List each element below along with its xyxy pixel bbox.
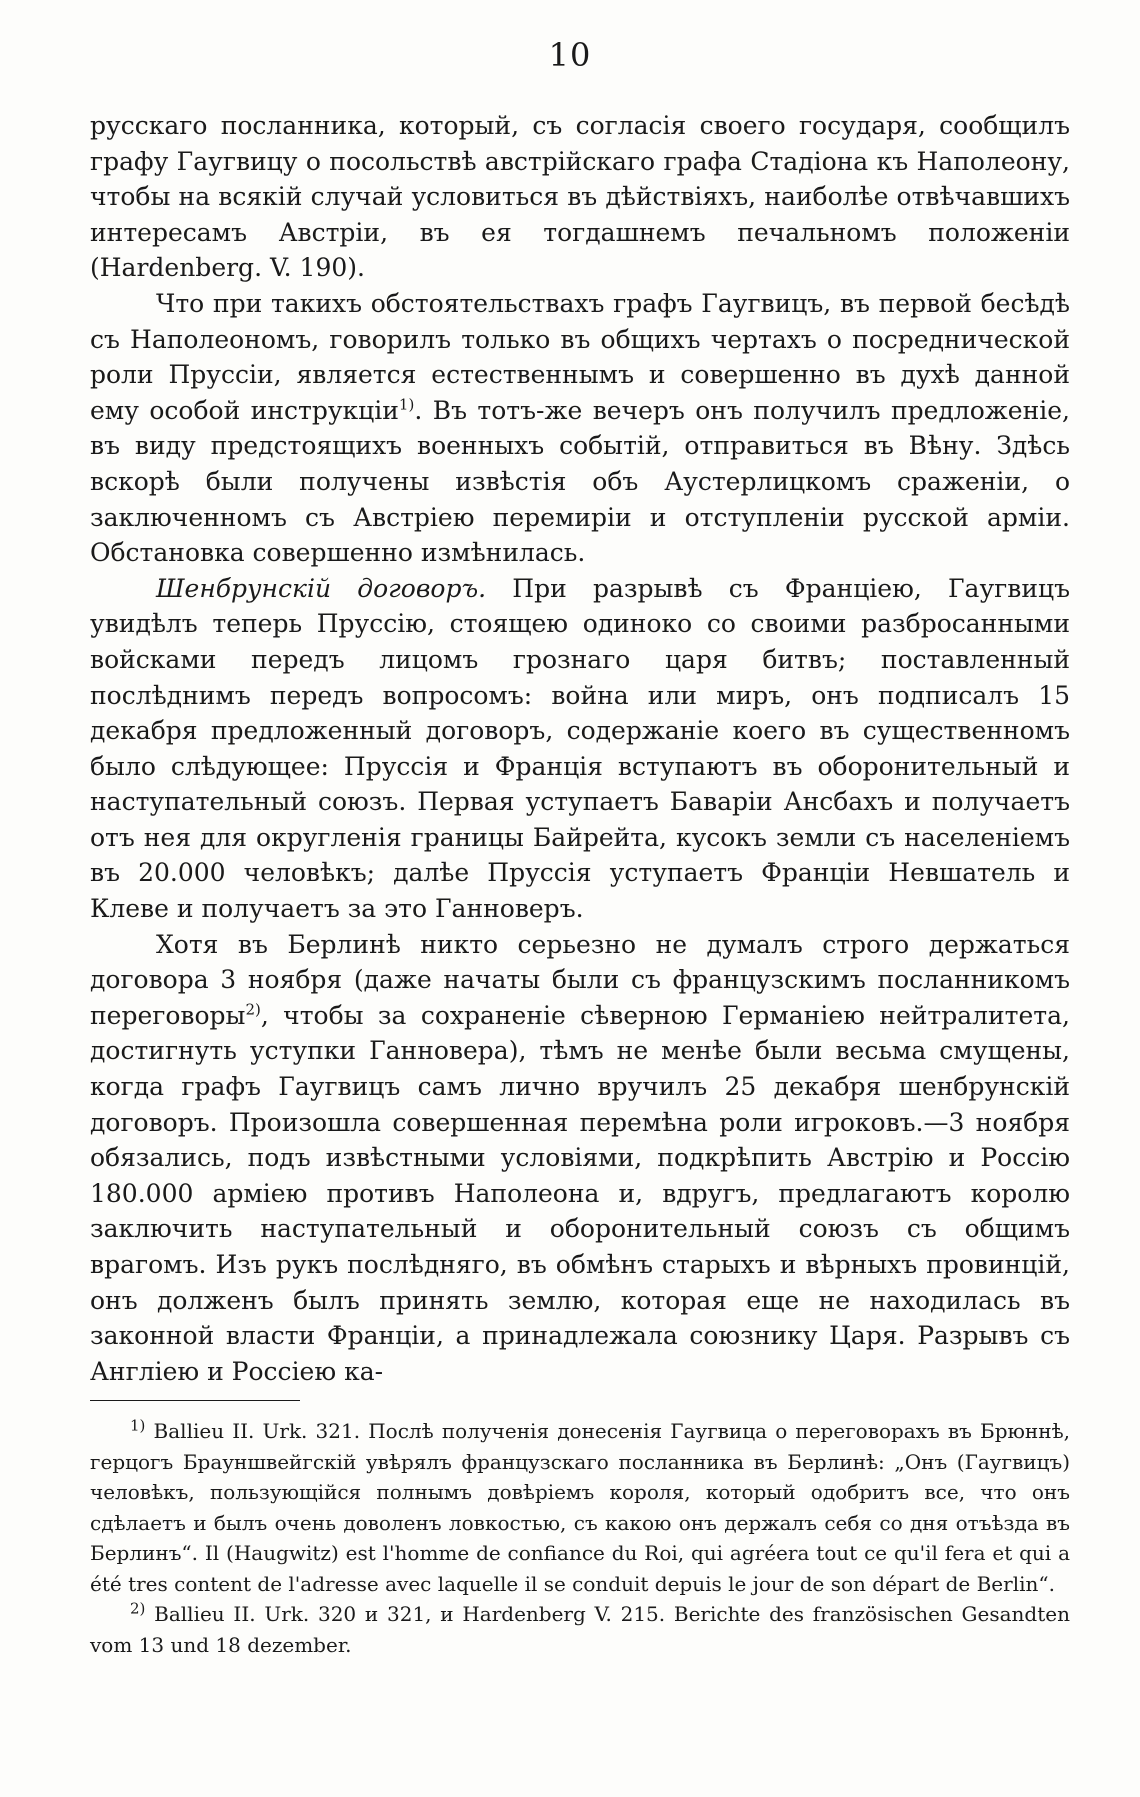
footnote-1-text: Ballieu II. Urk. 321. Послѣ полученія донесенія Гаугвица о переговорахъ въ Брюннѣ, герцогъ Брауншвейгскій увѣрялъ французскаго посланника въ Берлинѣ: „Онъ (Гаугвицъ) человѣкъ, пользующійся полнымъ довѣріемъ короля, который одобритъ все, что онъ сдѣлаетъ и былъ очень доволенъ ловкостью, съ какою онъ держалъ себя со дня отъѣзда въ Берлинъ“. Il (Haugwitz) est l'homme de confiance du Roi, qui agréera tout ce qu'il fera et qui a été tres content de l'adresse avec laquelle il se conduit depuis le jour de son départ de Berlin“. xyxy=(90,1419,1070,1596)
footnote-2 xyxy=(90,1599,1070,1660)
page-number: 10 xyxy=(548,36,592,74)
footnote-2-mark: 2) xyxy=(130,1599,146,1618)
paragraph-2-text-b: . Въ тотъ-же вечеръ онъ получилъ предложеніе, въ виду предстоящихъ военныхъ событій, отправиться въ Вѣну. Здѣсь вскорѣ были получены извѣстія объ Аустерлицкомъ сраженіи, о заключенномъ съ Австріею перемиріи и отступленіи русской арміи. Обстановка совершенно измѣнилась. xyxy=(90,395,1070,568)
footnotes xyxy=(90,1416,1070,1660)
footnote-1 xyxy=(90,1416,1070,1599)
footnote-ref-1: 1) xyxy=(398,395,415,414)
paragraph-1: русскаго посланника, который, съ согласія своего государя, сообщилъ графу Гаугвицу о посольствѣ австрійскаго графа Стадіона къ Наполеону, чтобы на всякій случай условиться въ дѣйствіяхъ, наиболѣе отвѣчавшихъ интересамъ Австріи, въ ея тогдашнемъ печальномъ положеніи (Hardenberg. V. 190). xyxy=(90,111,1070,283)
main-text xyxy=(90,108,1070,1389)
paragraph-2 xyxy=(90,286,1070,571)
section-heading: Шенбрунскій договоръ. xyxy=(156,573,487,603)
footnote-2-text: Ballieu II. Urk. 320 и 321, и Hardenberg V. 215. Berichte des französischen Gesandten vom 13 und 18 dezember. xyxy=(90,1602,1070,1657)
paragraph-4 xyxy=(90,927,1070,1390)
paragraph-3-text: При разрывѣ съ Франціею, Гаугвицъ увидѣлъ теперь Пруссію, стоящею одиноко со своими разбросанными войсками передъ лицомъ грознаго царя битвъ; поставленный послѣднимъ передъ вопросомъ: война или миръ, онъ подписалъ 15 декабря предложенный договоръ, содержаніе коего въ существенномъ было слѣдующее: Пруссія и Франція вступаютъ въ оборонительный и наступательный союзъ. Первая уступаетъ Баваріи Ансбахъ и получаетъ отъ нея для округленія границы Байрейта, кусокъ земли съ населеніемъ въ 20.000 человѣкъ; далѣе Пруссія уступаетъ Франціи Невшатель и Клеве и получаетъ за это Ганноверъ. xyxy=(90,573,1070,924)
paragraph-4-text-a: Хотя въ Берлинѣ никто серьезно не думалъ строго держаться договора 3 ноября (даже начаты были съ французскимъ посланникомъ переговоры xyxy=(90,929,1070,1030)
footnote-divider xyxy=(90,1400,300,1401)
paragraph-3 xyxy=(90,571,1070,927)
paragraph-4-text-b: , чтобы за сохраненіе сѣверною Германіею нейтралитета, достигнуть уступки Ганновера), тѣмъ не менѣе были весьма смущены, когда графъ Гаугвицъ самъ лично вручилъ 25 декабря шенбрунскій договоръ. Произошла совершенная перемѣна роли игроковъ.—3 ноября обязались, подъ извѣстными условіями, подкрѣпить Австрію и Россію 180.000 арміею противъ Наполеона и, вдругъ, предлагаютъ королю заключить наступательный и оборонительный союзъ съ общимъ врагомъ. Изъ рукъ послѣдняго, въ обмѣнъ старыхъ и вѣрныхъ провинцій, онъ долженъ былъ принять землю, которая еще не находилась въ законной власти Франціи, а принадлежала союзнику Царя. Разрывъ съ Англіею и Россіею ка- xyxy=(90,1000,1070,1386)
footnote-1-mark: 1) xyxy=(130,1416,146,1435)
footnote-ref-2: 2) xyxy=(245,1000,261,1019)
paragraph-2-text-a: Что при такихъ обстоятельствахъ графъ Гаугвицъ, въ первой бесѣдѣ съ Наполеономъ, говорилъ только въ общихъ чертахъ о посреднической роли Пруссіи, является естественнымъ и совершенно въ духѣ данной ему особой инструкціи xyxy=(90,288,1070,425)
